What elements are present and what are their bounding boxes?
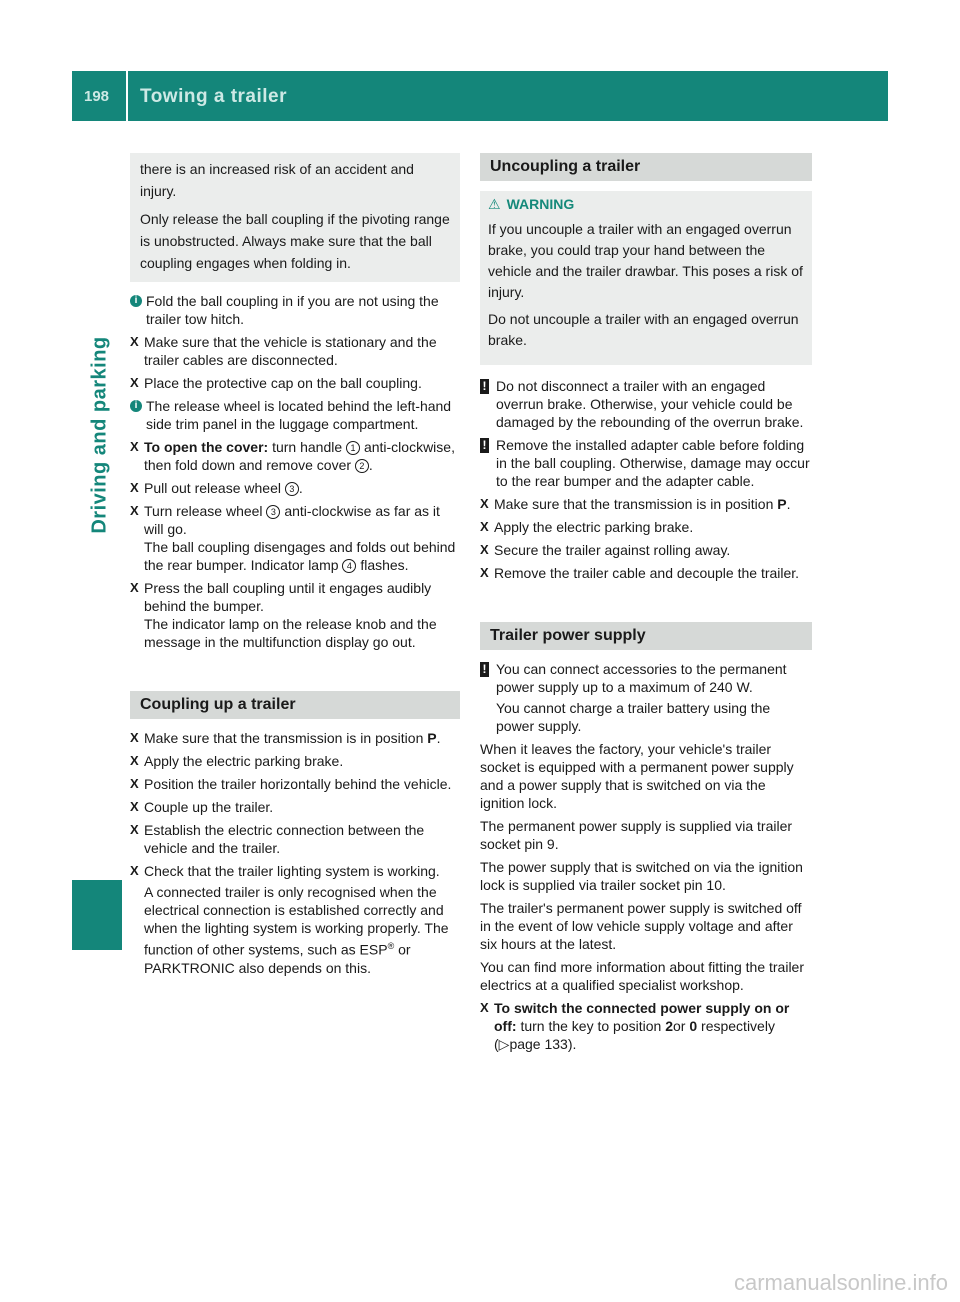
warning-triangle-icon: ⚠ xyxy=(488,196,501,212)
step-arrow-icon: X xyxy=(130,863,139,878)
right-column xyxy=(480,153,812,1058)
caution-note: ! Do not disconnect a trailer with an engaged overrun brake. Otherwise, your vehicle could be damaged by the rebounding of the overrun brake. xyxy=(480,377,812,431)
section-heading-uncoupling: Uncoupling a trailer xyxy=(480,153,812,181)
step-arrow-icon: X xyxy=(480,565,489,580)
instruction-step: X Remove the trailer cable and decouple the trailer. xyxy=(480,565,800,581)
page-reference-link[interactable]: page 133). xyxy=(509,1036,577,1052)
instruction-step: X Turn release wheel 3 anti-clockwise as far as it will go. The ball coupling disengages and folds out behind the rear bumper. Indicator lamp 4 flashes. xyxy=(130,503,456,573)
warning-text: there is an increased risk of an accident and injury. xyxy=(140,161,414,199)
instruction-step: X Couple up the trailer. xyxy=(130,799,274,815)
step-arrow-icon: X xyxy=(130,799,139,814)
instruction-step: X Establish the electric connection between the vehicle and the trailer. xyxy=(130,822,425,856)
info-icon: i xyxy=(130,295,142,307)
side-marker-block xyxy=(72,880,122,950)
paragraph: When it leaves the factory, your vehicle's trailer socket is equipped with a permanent power supply and a power supply that is switched on via the ignition lock. xyxy=(480,741,794,811)
instruction-step: X To open the cover: turn handle 1 anti-clockwise, then fold down and remove cover 2 . xyxy=(130,439,455,473)
section-heading-power: Trailer power supply xyxy=(480,622,812,650)
section-heading-coupling: Coupling up a trailer xyxy=(130,691,460,719)
step-arrow-icon: X xyxy=(130,375,139,390)
callout-3-icon: 3 xyxy=(285,482,299,496)
instruction-step: X Place the protective cap on the ball coupling. xyxy=(130,375,422,391)
watermark-url: carmanualsonline.info xyxy=(733,1270,948,1295)
warning-text: Only release the ball coupling if the pivoting range is unobstructed. Always make sure that the ball coupling engages when folding in. xyxy=(140,211,450,271)
warning-box: ⚠ WARNING If you uncouple a trailer with an engaged overrun brake, you could trap your hand between the vehicle and the trailer drawbar. This poses a risk of injury. Do not uncouple a trailer with an engaged overrun brake. xyxy=(480,191,812,365)
step-arrow-icon: X xyxy=(130,730,139,745)
left-column xyxy=(130,153,460,982)
step-arrow-icon: X xyxy=(130,334,139,349)
step-arrow-icon: X xyxy=(480,519,489,534)
info-note: i The release wheel is located behind the left-hand side trim panel in the luggage compartment. xyxy=(130,397,460,433)
step-arrow-icon: X xyxy=(480,496,489,511)
callout-4-icon: 4 xyxy=(342,559,356,573)
step-arrow-icon: X xyxy=(130,822,139,837)
step-arrow-icon: X xyxy=(480,542,489,557)
instruction-step: X Secure the trailer against rolling away. xyxy=(480,542,731,558)
instruction-step: X Apply the electric parking brake. xyxy=(480,519,694,535)
step-arrow-icon: X xyxy=(130,580,139,595)
step-arrow-icon: X xyxy=(130,480,139,495)
step-arrow-icon: X xyxy=(130,776,139,791)
callout-3-icon: 3 xyxy=(266,505,280,519)
page-ref-arrow-icon: ▷ xyxy=(498,1036,510,1052)
step-arrow-icon: X xyxy=(480,1000,489,1015)
instruction-step: X Pull out release wheel 3 . xyxy=(130,480,303,496)
info-icon: i xyxy=(130,400,142,412)
side-tab xyxy=(80,285,120,585)
warning-continuation-box xyxy=(130,153,460,282)
step-arrow-icon: X xyxy=(130,753,139,768)
paragraph: You can find more information about fitting the trailer electrics at a qualified specialist workshop. xyxy=(480,959,805,993)
paragraph: The power supply that is switched on via the ignition lock is supplied via trailer socket pin 10. xyxy=(480,859,803,893)
header-separator xyxy=(126,71,128,121)
exclamation-icon: ! xyxy=(480,662,489,677)
paragraph: The trailer's permanent power supply is switched off in the event of low vehicle supply voltage and after six hours at the latest. xyxy=(480,900,802,952)
instruction-step: X Press the ball coupling until it engages audibly behind the bumper. The indicator lamp on the release knob and the message in the multifunction display go out. xyxy=(130,580,437,650)
info-note: i Fold the ball coupling in if you are not using the trailer tow hitch. xyxy=(130,292,460,328)
instruction-step: X Make sure that the transmission is in position P. xyxy=(480,496,791,512)
callout-2-icon: 2 xyxy=(355,459,369,473)
step-arrow-icon: X xyxy=(130,503,139,518)
instruction-step: X Make sure that the transmission is in position P. xyxy=(130,730,441,746)
instruction-step: X To switch the connected power supply on or off: turn the key to position 2or 0 respectively (▷page 133). xyxy=(480,1000,790,1052)
callout-1-icon: 1 xyxy=(346,441,360,455)
page-title: Towing a trailer xyxy=(140,86,288,107)
instruction-step: X Apply the electric parking brake. xyxy=(130,753,344,769)
exclamation-icon: ! xyxy=(480,379,489,394)
paragraph: The permanent power supply is supplied via trailer socket pin 9. xyxy=(480,818,793,852)
exclamation-icon: ! xyxy=(480,438,489,453)
instruction-step: X Position the trailer horizontally behind the vehicle. xyxy=(130,776,452,792)
instruction-step: X Make sure that the vehicle is stationary and the trailer cables are disconnected. xyxy=(130,334,437,368)
caution-note: ! Remove the installed adapter cable before folding in the ball coupling. Otherwise, damage may occur to the rear bumper and the adapter cable. xyxy=(480,436,812,490)
instruction-step: X Check that the trailer lighting system is working. A connected trailer is only recognised when the electrical connection is established correctly and when the lighting system is working properly. The function of other systems, such as ESP® or PARKTRONIC also depends on this. xyxy=(130,863,449,976)
side-tab-label: Driving and parking xyxy=(88,336,111,534)
step-arrow-icon: X xyxy=(130,439,139,454)
caution-note: ! You can connect accessories to the permanent power supply up to a maximum of 240 W. You cannot charge a trailer battery using the power supply. xyxy=(480,660,812,735)
page-number: 198 xyxy=(84,88,110,105)
